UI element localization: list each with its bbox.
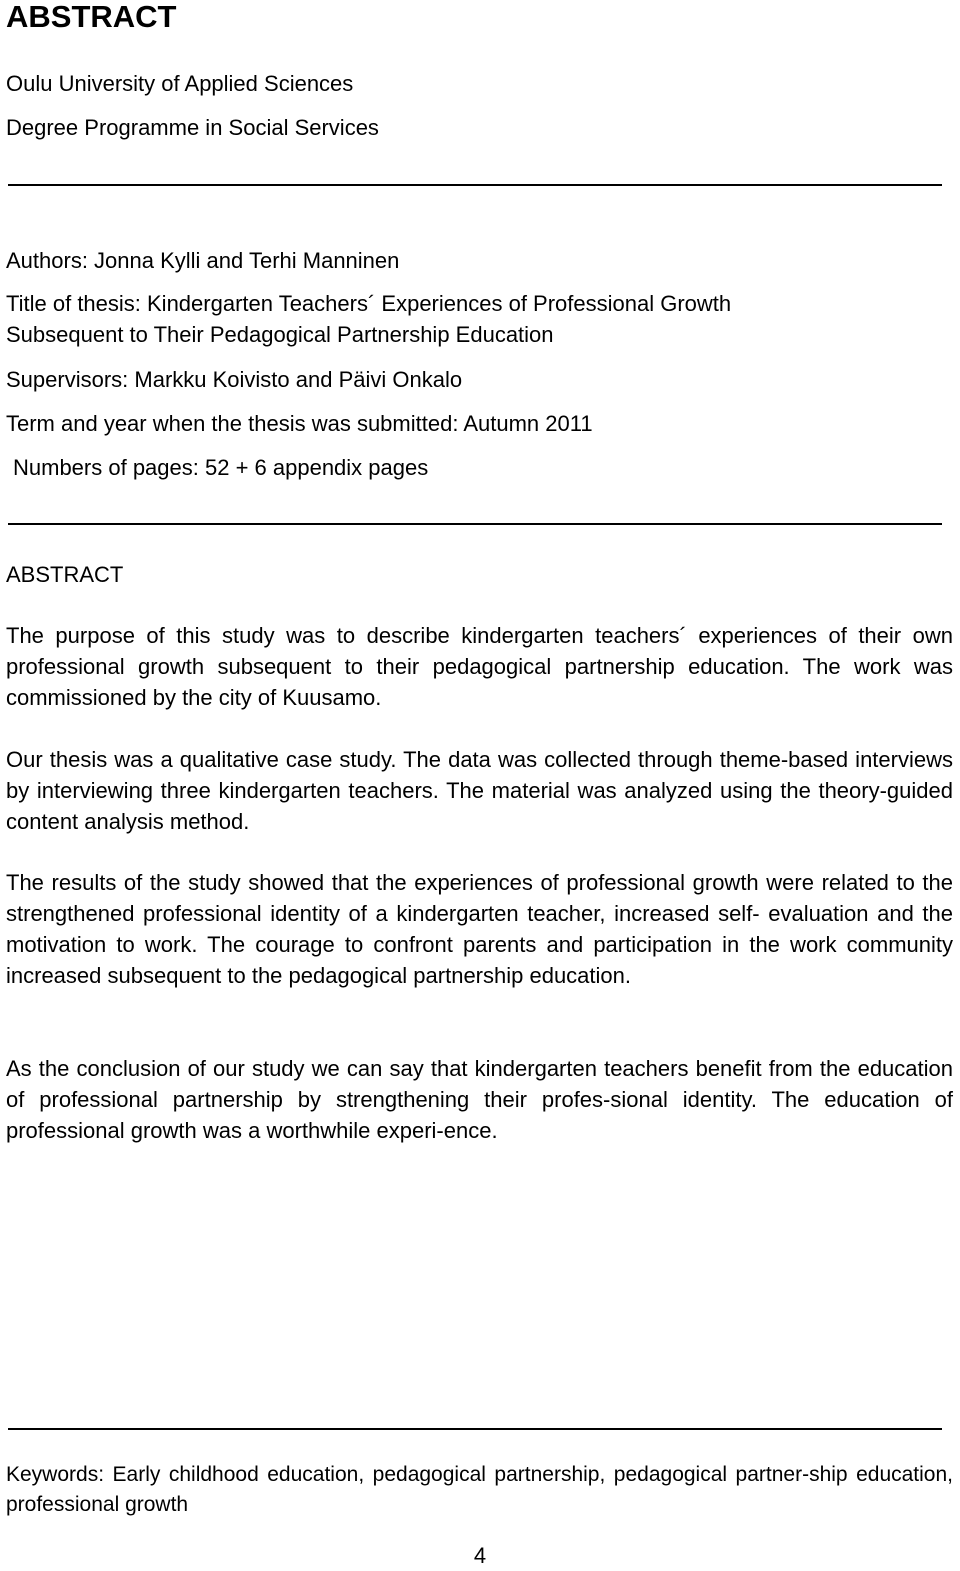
abstract-paragraph-4: As the conclusion of our study we can say that kindergarten teachers benefit from the education of professional partnership by strengthening their profes-sional identity. The education of professional growth was a worthwhile experi-ence. (6, 1056, 953, 1143)
institution-name: Oulu University of Applied Sciences (6, 71, 354, 96)
abstract-paragraph-1: The purpose of this study was to describe kindergarten teachers´ experiences of their own professional growth subsequent to their pedagogical partnership education. The work was commissioned by the city of Kuusamo. (6, 623, 953, 710)
authors-line: Authors: Jonna Kylli and Terhi Manninen (6, 248, 400, 273)
abstract-paragraph-2: Our thesis was a qualitative case study. The data was collected through theme-based interviews by interviewing three kindergarten teachers. The material was analyzed using the theory-guided content analysis method. (6, 747, 953, 834)
abstract-paragraph-3: The results of the study showed that the experiences of professional growth were related to the strengthened professional identity of a kindergarten teacher, increased self- evaluation and the motivation to work. The courage to confront parents and participation in the work community increased subsequent to the pedagogical partnership education. (6, 870, 953, 988)
term-line: Term and year when the thesis was submitted: Autumn 2011 (6, 411, 593, 436)
thesis-title-line-2: Subsequent to Their Pedagogical Partnership Education (6, 322, 554, 347)
abstract-heading: ABSTRACT (6, 562, 124, 587)
pages-line: Numbers of pages: 52 + 6 appendix pages (13, 455, 429, 480)
bottom-divider (8, 1428, 942, 1430)
middle-divider (8, 523, 942, 525)
degree-programme: Degree Programme in Social Services (6, 115, 379, 140)
supervisors-line: Supervisors: Markku Koivisto and Päivi Onkalo (6, 367, 463, 392)
page-number: 4 (473, 1543, 487, 1568)
top-divider (8, 184, 942, 186)
thesis-title-line-1: Title of thesis: Kindergarten Teachers´ Experiences of Professional Growth (6, 291, 732, 316)
page-title: ABSTRACT (6, 0, 177, 34)
keywords: Keywords: Early childhood education, pedagogical partnership, pedagogical partner-ship education, professional growth (6, 1463, 953, 1516)
